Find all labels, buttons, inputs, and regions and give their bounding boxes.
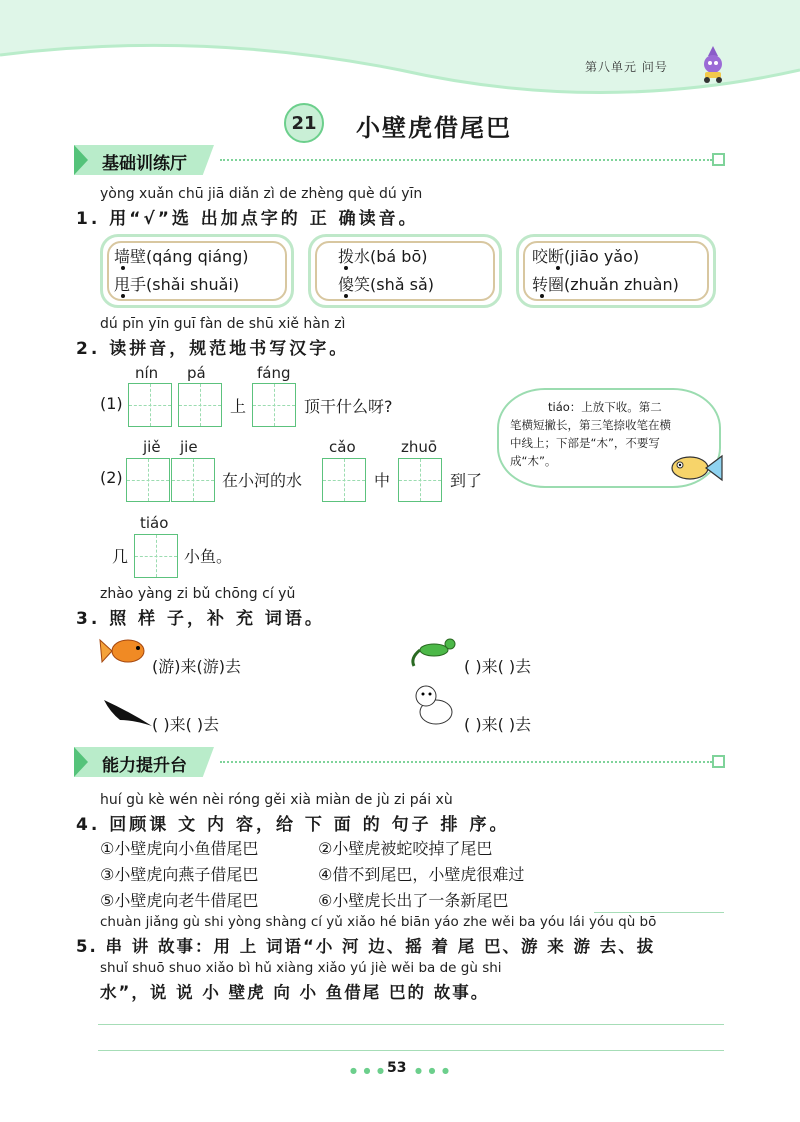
page-number: 53 <box>387 1060 407 1076</box>
q2-1-number: (1) <box>100 394 123 413</box>
emphasis-dot <box>344 294 348 298</box>
q2-2-pinyin-b: jie <box>180 438 198 456</box>
puppy-icon <box>406 680 462 732</box>
lesson-number: 21 <box>284 103 324 143</box>
swallow-icon <box>100 690 156 730</box>
section-advanced-tab <box>74 747 214 777</box>
writing-cell[interactable] <box>178 383 222 427</box>
q2-2-text-3: 到了 <box>450 471 483 490</box>
q1-group-2-row2: 傻笑(shǎ sǎ) <box>338 275 434 294</box>
q1-group-3-row1: 咬断(jiāo yǎo) <box>532 247 640 266</box>
q2-2-text-1: 在小河的水 <box>222 471 303 490</box>
header-wave-banner <box>0 0 800 110</box>
q3-pinyin: zhào yàng zi bǔ chōng cí yǔ <box>100 586 296 602</box>
section-basic-title: 基础训练厅 <box>102 154 187 174</box>
q2-1-pinyin-c: fáng <box>257 364 291 382</box>
q2-3-text-1: 小鱼。 <box>184 547 233 566</box>
q2-2-pinyin-d: zhuō <box>401 438 438 456</box>
writing-cell[interactable] <box>171 458 215 502</box>
q2-3-text-0: 几 <box>112 547 129 566</box>
cartoon-mascot-icon <box>696 44 730 84</box>
q2-instruction: 2. 读拼音，规范地书写汉字。 <box>76 339 350 359</box>
q4-instruction: 4. 回顾课 文 内 容，给 下 面 的 句子 排 序。 <box>76 815 510 835</box>
writing-cell[interactable] <box>252 383 296 427</box>
q4-pinyin: huí gù kè wén nèi róng gěi xià miàn de jù zi pái xù <box>100 792 453 808</box>
q1-group-3-row2: 转圈(zhuǎn zhuàn) <box>532 275 679 294</box>
q2-pinyin: dú pīn yīn guī fàn de shū xiě hàn zì <box>100 316 346 332</box>
q2-1-pinyin-b: pá <box>187 364 206 382</box>
q1-group-1-row1: 墙壁(qáng qiáng) <box>114 247 249 266</box>
q4-item-4: ④借不到尾巴，小壁虎很难过 <box>318 865 525 884</box>
answer-line[interactable] <box>98 1050 724 1051</box>
answer-line[interactable] <box>98 1024 724 1025</box>
writing-cell[interactable] <box>128 383 172 427</box>
unit-label: 第八单元 问号 <box>585 60 668 74</box>
lizard-icon <box>406 630 462 670</box>
q4-item-1: ①小壁虎向小鱼借尾巴 <box>100 839 259 858</box>
footer-dots-right: ● ● ● <box>415 1066 452 1075</box>
q3-example: (游)来(游)去 <box>152 657 241 676</box>
q1-group-1-row2: 甩手(shǎi shuǎi) <box>114 275 240 294</box>
emphasis-dot <box>344 266 348 270</box>
q2-1-text-2: 顶干什么呀? <box>304 397 393 416</box>
tip-line: tiáo：上放下收。第二 <box>548 400 662 414</box>
q4-item-6: ⑥小壁虎长出了一条新尾巴 <box>318 891 509 910</box>
answer-line[interactable] <box>594 912 724 913</box>
q5-instruction-1: 5. 串 讲 故事：用 上 词语“小 河 边、摇 着 尾 巴、游 来 游 去、拔 <box>76 937 656 956</box>
tip-line: 成“木”。 <box>510 454 557 468</box>
q2-3-pinyin-a: tiáo <box>140 514 169 532</box>
q5-instruction-2: 水”，说 说 小 壁虎 向 小 鱼借尾 巴的 故事。 <box>100 983 490 1002</box>
writing-cell[interactable] <box>134 534 178 578</box>
q4-item-3: ③小壁虎向燕子借尾巴 <box>100 865 259 884</box>
section-divider-end <box>712 153 725 166</box>
writing-cell[interactable] <box>126 458 170 502</box>
section-divider <box>220 159 712 161</box>
writing-cell[interactable] <box>322 458 366 502</box>
section-advanced-title: 能力提升台 <box>102 756 187 776</box>
lesson-title: 小壁虎借尾巴 <box>356 114 512 142</box>
section-divider <box>220 761 712 763</box>
q5-pinyin-1: chuàn jiǎng gù shi yòng shàng cí yǔ xiǎo hé biān yáo zhe wěi ba yóu lái yóu qù bō <box>100 914 657 930</box>
q4-item-2: ②小壁虎被蛇咬掉了尾巴 <box>318 839 493 858</box>
tip-line: 中线上；下部是“木”，不要写 <box>510 436 660 450</box>
emphasis-dot <box>121 294 125 298</box>
q4-item-5: ⑤小壁虎向老牛借尾巴 <box>100 891 259 910</box>
q3-item-2: ( )来( )去 <box>464 657 532 676</box>
q1-group-2-row1: 拨水(bá bō) <box>338 247 428 266</box>
emphasis-dot <box>121 266 125 270</box>
tip-line: 笔横短撇长，第三笔捺收笔在横 <box>510 418 671 432</box>
emphasis-dot <box>540 294 544 298</box>
q3-instruction: 3. 照 样 子，补 充 词语。 <box>76 609 325 629</box>
fish-icon <box>664 450 724 486</box>
q1-instruction: 1. 用“√”选 出加点字的 正 确读音。 <box>76 209 419 229</box>
section-basic-tab <box>74 145 214 175</box>
q2-1-text-1: 上 <box>230 397 247 416</box>
q2-2-pinyin-c: cǎo <box>329 438 356 456</box>
writing-cell[interactable] <box>398 458 442 502</box>
q2-1-pinyin-a: nín <box>135 364 159 382</box>
footer-dots-left: ● ● ● <box>350 1066 387 1075</box>
section-divider-end <box>712 755 725 768</box>
goldfish-icon <box>98 632 152 670</box>
q1-pinyin: yòng xuǎn chū jiā diǎn zì de zhèng què dú yīn <box>100 186 423 202</box>
q5-pinyin-2: shuǐ shuō shuo xiǎo bì hǔ xiàng xiǎo yú jiè wěi ba de gù shi <box>100 960 502 976</box>
q3-item-4: ( )来( )去 <box>464 715 532 734</box>
q3-item-3: ( )来( )去 <box>152 715 220 734</box>
q2-2-pinyin-a: jiě <box>143 438 161 456</box>
q2-2-text-2: 中 <box>374 471 391 490</box>
emphasis-dot <box>556 266 560 270</box>
q2-2-number: (2) <box>100 468 123 487</box>
